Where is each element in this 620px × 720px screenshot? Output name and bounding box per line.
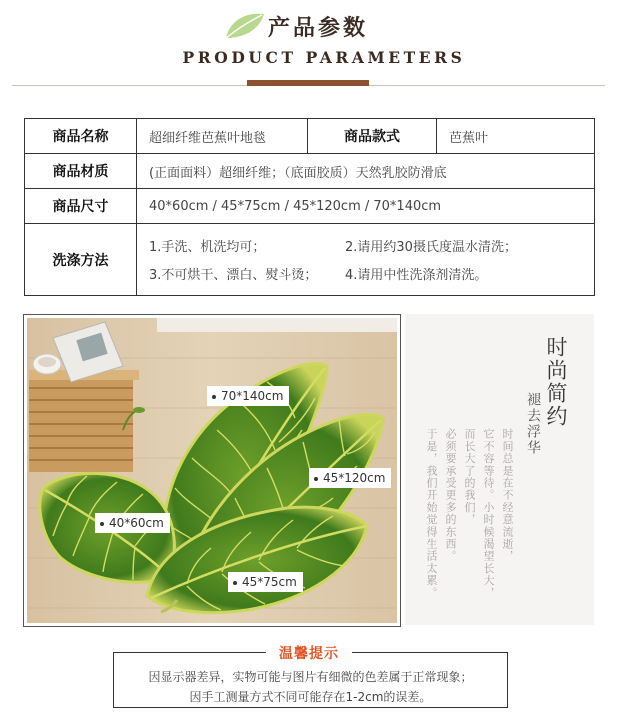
wash-item: 2.请用约30摄氏度温水清洗； <box>345 240 517 255</box>
material-value: (正面面料）超细纤维；（底面胶质）天然乳胶防滑底 <box>137 154 595 189</box>
size-value: 40*60cm / 45*75cm / 45*120cm / 70*140cm <box>137 189 595 224</box>
table-row <box>25 189 595 224</box>
table-row <box>25 119 595 154</box>
name-value: 超细纤维芭蕉叶地毯 <box>137 119 308 154</box>
size-tag-70x140: 70*140cm <box>207 386 289 406</box>
poem-line: 而长大了的我们， <box>463 428 476 526</box>
page-title-en: PRODUCT PARAMETERS <box>182 48 466 67</box>
poem-title: 时尚简约 <box>544 336 568 428</box>
size-tag-45x75: 45*75cm <box>228 572 303 592</box>
wash-item: 4.请用中性洗涤剂清洗。 <box>345 268 488 283</box>
poem-line: 必须要承受更多的东西。 <box>444 428 457 563</box>
name-label: 商品名称 <box>25 119 137 154</box>
leaf-logo-icon <box>222 10 266 42</box>
poem-subtitle: 褪去浮华 <box>525 392 541 456</box>
style-value: 芭蕉叶 <box>437 119 595 154</box>
header-accent-bar <box>247 80 369 86</box>
tag-dot <box>100 522 104 526</box>
tips-line: 因显示器差异，实物可能与图片有细微的色差属于正常现象； <box>148 670 473 684</box>
size-label: 商品尺寸 <box>25 189 137 224</box>
wash-item: 3.不可烘干、漂白、熨斗烫； <box>149 268 318 283</box>
poem-line: 它不容等待。小时候渴望长大， <box>482 428 495 599</box>
size-tag-45x120: 45*120cm <box>309 468 391 488</box>
poem-line: 于是，我们开始觉得生活太累。 <box>425 428 438 599</box>
page-title-cn: 产品参数 <box>268 15 369 41</box>
style-label: 商品款式 <box>308 119 437 154</box>
poem-line: 时间总是在不经意流逝， <box>501 428 514 563</box>
poem-panel <box>405 314 594 625</box>
wash-label: 洗涤方法 <box>25 224 137 296</box>
tag-dot <box>233 581 237 585</box>
tag-dot <box>212 395 216 399</box>
tips-title: 温馨提示 <box>279 646 339 662</box>
tag-dot <box>314 477 318 481</box>
parameter-table <box>24 118 595 296</box>
material-label: 商品材质 <box>25 154 137 189</box>
tips-line: 因手工测量方式不同可能存在1-2cm的误差。 <box>189 690 432 704</box>
wash-value <box>137 224 595 296</box>
size-tag-40x60: 40*60cm <box>95 513 170 533</box>
product-photo <box>23 314 401 627</box>
table-row <box>25 154 595 189</box>
table-row <box>25 224 595 296</box>
wash-item: 1.手洗、机洗均可； <box>149 240 266 255</box>
